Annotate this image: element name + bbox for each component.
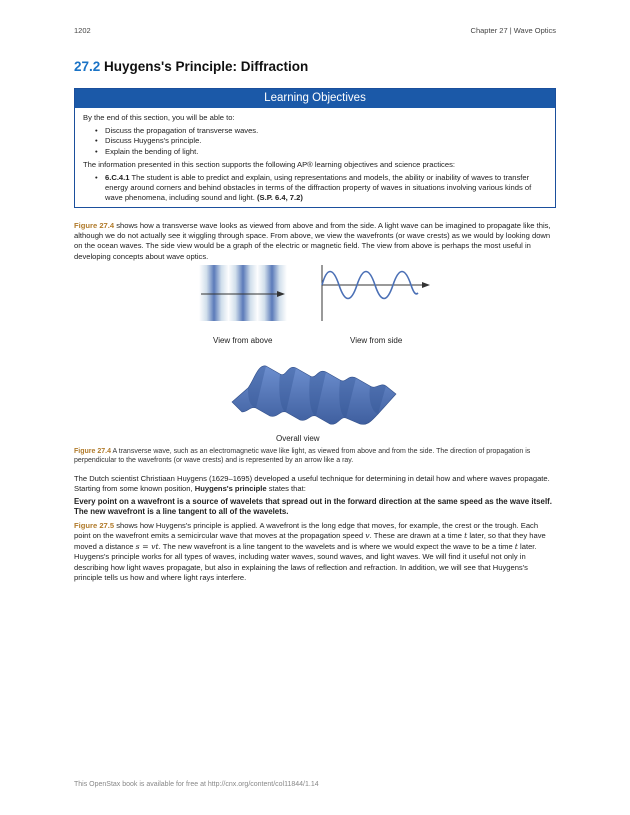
- variable-t: t: [464, 531, 468, 541]
- equation-s-vt: s = vt: [135, 541, 159, 551]
- paragraph-2-text-after: states that:: [266, 484, 306, 494]
- lo-list: [93, 126, 545, 157]
- chapter-header: Chapter 27 | Wave Optics: [470, 26, 556, 35]
- wavefront-band: [228, 265, 258, 321]
- ap-item-code: 6.C.4.1: [105, 173, 130, 183]
- figure-link[interactable]: Figure 27.5: [74, 521, 115, 530]
- page-number: 1202: [74, 26, 91, 35]
- label-view-from-side: View from side: [350, 336, 403, 345]
- learning-objectives-content: [83, 113, 545, 204]
- footer-note: This OpenStax book is available for free at http://cnx.org/content/col11844/1.14: [74, 781, 319, 788]
- wavefront-band: [199, 265, 229, 321]
- figure-link[interactable]: Figure 27.4: [74, 221, 115, 230]
- section-number: 27.2: [74, 59, 101, 74]
- figure-caption: [74, 447, 556, 465]
- paragraph-3-text: later, so that they have moved a distance: [74, 531, 546, 551]
- ap-item-practices: (S.P. 6.4, 7.2): [257, 193, 303, 203]
- paragraph-3: [74, 521, 556, 583]
- paragraph-3-text: later. Huygens's principle works for all types of waves, including water waves, sound waves, and light waves. We will find it useful not only in describing how light waves propagate, but also in explaining the laws of reflection and refraction. In addition, we will see that Huygens's principle tells us how and where light rays interfere.: [74, 541, 537, 583]
- view-from-side-diagram: [318, 265, 432, 321]
- learning-objectives-heading: Learning Objectives: [75, 89, 555, 108]
- paragraph-3-text: . These are drawn at a time: [369, 531, 465, 541]
- label-overall-view: Overall view: [276, 434, 320, 443]
- lo-intro: By the end of this section, you will be able to:: [83, 113, 235, 122]
- variable-t: t: [514, 541, 518, 551]
- ap-intro: The information presented in this section supports the following AP® learning objectives and science practices:: [83, 159, 455, 169]
- paragraph-3-text: shows how Huygens's principle is applied. A wavefront is the long edge that moves, for example, the crest or the trough. Each point on the wavefront emits a semicircular wave that moves at the propagation speed: [74, 521, 539, 541]
- label-view-from-above: View from above: [213, 336, 273, 345]
- lo-item: • Explain the bending of light.: [93, 147, 545, 157]
- variable-v: v: [365, 531, 370, 541]
- paragraph-1: [74, 221, 556, 262]
- learning-objectives-box: [74, 88, 556, 208]
- axis-arrow-head: [422, 282, 430, 288]
- paragraph-2-text-before: The Dutch scientist Christiaan Huygens (1629–1695) developed a useful technique for determining in detail how and where waves propagate. Starting from some known position,: [74, 474, 550, 494]
- paragraph-3-text: . The new wavefront is a line tangent to the wavelets and is where we would expect the wave to be a time: [158, 541, 515, 551]
- huygens-principle-term: Huygens's principle: [194, 484, 267, 494]
- ap-item-text: The student is able to predict and explain, using representations and models, the ability or inability of waves to transfer energy around corners and behind obstacles in terms of the diffraction property of waves in situations involving various kinds of wave phenomena, including sound and light.: [105, 173, 532, 203]
- caption-figure-ref: Figure 27.4: [74, 448, 111, 455]
- overall-view-diagram: [228, 360, 400, 436]
- ap-list: [93, 173, 545, 204]
- lo-item: • Discuss the propagation of transverse waves.: [93, 126, 545, 136]
- section-title-text: Huygens's Principle: Diffraction: [104, 59, 309, 74]
- view-from-above-diagram: [199, 265, 287, 321]
- wavefront-band: [257, 265, 287, 321]
- principle-statement: Every point on a wavefront is a source of wavelets that spread out in the forward direction at the same speed as the wave itself. The new wavefront is a line tangent to all of the wavelets.: [74, 497, 552, 517]
- paragraph-1-text: shows how a transverse wave looks as viewed from above and from the side. A light wave can be imagined to propagate like this, although we do not actually see it wiggling through space. From above, we view the wavefronts (or wave crests) as we would by looking down on the ocean waves. The side view would be a graph of the electric or magnetic field. The view from above is perhaps the most useful in developing concepts about wave optics.: [74, 221, 551, 261]
- lo-item: • Discuss Huygens's principle.: [93, 136, 545, 146]
- section-title: [74, 59, 308, 74]
- caption-text: A transverse wave, such as an electromagnetic wave like light, as viewed from above and from the side. The direction of propagation is perpendicular to the wavefronts (or wave crests) and is represented by an arrow like a ray.: [74, 448, 531, 464]
- paragraph-2: [74, 474, 556, 494]
- ap-item: [93, 173, 545, 204]
